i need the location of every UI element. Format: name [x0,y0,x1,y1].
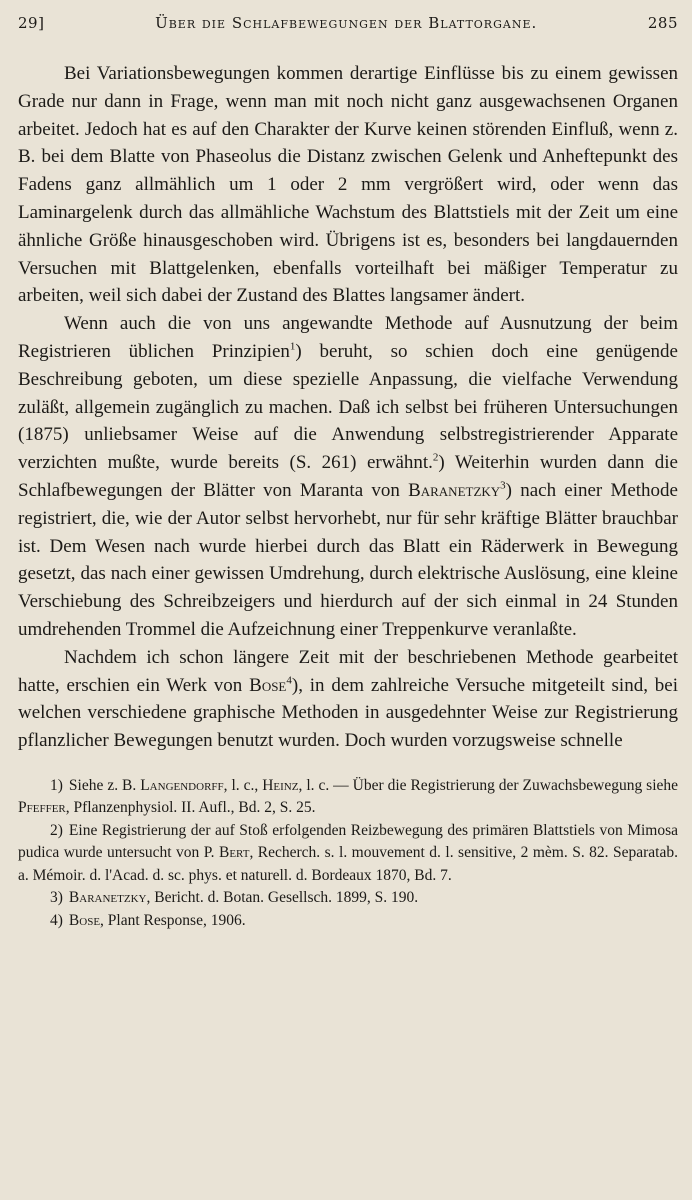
author-name: Pfeffer [18,799,66,817]
footnote-text: Eine Registrierung der auf Stoß erfolgenden Reizbewegung des primären Blattstiels von Mimosa pudica wurde untersucht von P. [18,821,678,862]
author-name: Bose [249,674,287,696]
author-name: Heinz [262,776,299,794]
footnote-mark: 1) [50,776,63,794]
paragraph-1 [18,60,678,310]
footnote-text: , Recherch. s. l. mouvement d. l. sensitive, 2 mèm. S. 82. Separatab. a. Mémoir. d. l'Acad. d. sc. phys. et naturell. d. Bordeaux 1870, Bd. 7. [18,844,678,884]
author-name: Baranetzky [408,479,501,501]
footnote-1 [18,775,678,820]
footnote-ref-2[interactable]: 2 [432,451,439,464]
paragraph-text: Wenn auch die von uns angewandte Methode auf Ausnutzung der beim Registrieren üblichen Prinzipien [18,313,678,362]
author-name: Bose [68,911,101,929]
author-name: Langendorff [140,776,224,794]
running-header [18,14,678,44]
paragraph-text: ) Weiterhin wurden dann die Schlafbewegungen der Blätter von Maranta von [18,452,678,501]
footnote-mark: 3) [50,889,63,907]
paragraph-text: Nachdem ich schon längere Zeit mit der beschriebenen Methode gearbeitet hatte, erschien ein Werk von [18,646,678,696]
page-number: 285 [647,14,678,32]
footnote-text: , Pflanzenphysiol. II. Aufl., Bd. 2, S. 25. [65,799,316,817]
paragraph-text: Bei Variationsbewegungen kommen derartige Einflüsse bis zu einem gewissen Grade nur dann in Frage, wenn man mit noch nicht ganz ausgewachsenen Organen arbeitet. Jedoch hat es auf den Charakter der Kurve keinen störenden Einfluß, wenn z. B. bei dem Blatte von Phaseolus die Distanz zwischen Gelenk und Anheftepunkt des Fadens ganz allmählich um 1 oder 2 mm vergrößert wird, oder wenn das Laminargelenk durch das allmähliche Wachstum des Blattstiels mit der Zeit um eine ähnliche Größe hinausgeschoben wird. Übrigens ist es, besonders bei langdauernden Versuchen mit Blattgelenken, ebenfalls vorteilhaft bei mäßiger Temperatur zu arbeiten, weil sich dabei der Zustand des Blattes langsamer ändert. [18,63,678,307]
footnote-3 [18,887,678,910]
paragraph-3 [18,644,678,755]
footnote-ref-3[interactable]: 3 [500,479,506,492]
footnote-text: Siehe z. B. [68,776,141,794]
author-name: Baranetzky [68,889,147,907]
paragraph-text: ) nach einer Methode registriert, die, wie der Autor selbst hervorhebt, nur für sehr kräftige Blätter brauchbar ist. Dem Wesen nach wurde hierbei durch das Blatt ein Räderwerk in Bewegung gesetzt, das nach einer gewissen Umdrehung, durch elektrische Auslösung, eine kleine Verschiebung des Schreibzeigers und hierdurch auf der sich einmal in 24 Stunden umdrehenden Trommel die Aufzeichnung einer Treppenkurve veranlaßte. [18,479,678,640]
footnote-text: , Plant Response, 1906. [100,911,246,929]
paragraph-text: ), in dem zahlreiche Versuche mitgeteilt sind, bei welchen verschiedene graphische Methoden in ausgedehnter Weise zur Registrierung pflanzlicher Bewegungen benutzt wurden. Doch wurden vorzugsweise schnelle [18,674,678,752]
main-text [18,60,678,755]
footnote-text: , Bericht. d. Botan. Gesellsch. 1899, S. 190. [146,889,419,907]
footnote-ref-4[interactable]: 4 [286,674,292,687]
running-title: Über die Schlafbewegungen der Blattorgane. [155,14,538,32]
footnote-4 [18,910,678,933]
footnote-text: , l. c. — Über die Registrierung der Zuwachsbewegung siehe [298,776,679,794]
paragraph-text: ) beruht, so schien doch eine genügende Beschreibung geboten, um diese spezielle Anpassung, die vielfache Verwendung zuläßt, allgemein zugänglich zu machen. Daß ich selbst bei früheren Untersuchungen (1875) unliebsamer Weise auf die Anwendung selbstregistrierender Apparate verzichten mußte, wurde bereits (S. 261) erwähnt. [18,340,678,474]
author-name: Bert [218,844,250,862]
footnote-2 [18,820,678,888]
footnote-mark: 2) [50,821,63,839]
section-number: 29] [18,14,45,32]
footnote-mark: 4) [50,911,63,929]
footnote-text: , l. c., [223,776,263,794]
paragraph-2 [18,310,678,644]
footnote-ref-1[interactable]: 1 [289,340,296,353]
footnotes [18,775,678,933]
